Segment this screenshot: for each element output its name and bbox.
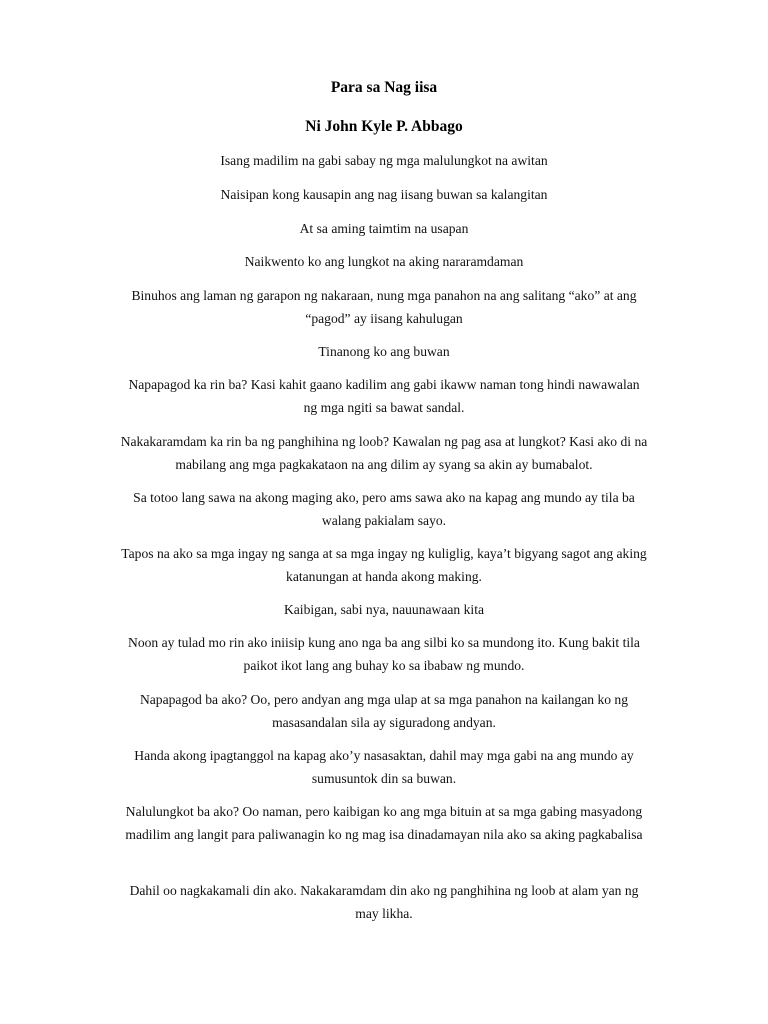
poem-author: Ni John Kyle P. Abbago bbox=[305, 118, 463, 135]
poem-title: Para sa Nag iisa bbox=[330, 79, 438, 96]
stanza-8: Nakakaramdam ka rin ba ng panghihina ng loob? Kawalan ng pag asa at lungkot? Kasi ako di na mabilang ang mga pagkakataon na ang dilim ay syang sa akin ay bumabalot. bbox=[120, 434, 648, 472]
stanza-7: Napapagod ka rin ba? Kasi kahit gaano kadilim ang gabi ikaww naman tong hindi nawawalan ng mga ngiti sa bawat sandal. bbox=[128, 377, 640, 415]
stanza-10: Tapos na ako sa mga ingay ng sanga at sa mga ingay ng kuliglig, kaya’t bigyang sagot ang aking katanungan at handa akong making. bbox=[121, 546, 647, 584]
stanza-5: Binuhos ang laman ng garapon ng nakaraan, nung mga panahon na ang salitang “ako” at ang “pagod” ay iisang kahulugan bbox=[131, 288, 637, 326]
stanza-2: Naisipan kong kausapin ang nag iisang buwan sa kalangitan bbox=[220, 187, 548, 202]
stanza-1: Isang madilim na gabi sabay ng mga malulungkot na awitan bbox=[220, 153, 548, 168]
stanza-9: Sa totoo lang sawa na akong maging ako, pero ams sawa ako na kapag ang mundo ay tila ba walang pakialam sayo. bbox=[133, 490, 635, 528]
stanza-16: Dahil oo nagkakamali din ako. Nakakaramdam din ako ng panghihina ng loob at alam yan ng may likha. bbox=[129, 883, 639, 921]
stanza-12: Noon ay tulad mo rin ako iniisip kung ano nga ba ang silbi ko sa mundong ito. Kung bakit tila paikot ikot lang ang buhay ko sa ibabaw ng mundo. bbox=[128, 635, 640, 673]
stanza-15: Nalulungkot ba ako? Oo naman, pero kaibigan ko ang mga bituin at sa mga gabing masyadong madilim ang langit para paliwanagin ko ng mag isa dinadamayan nila ako sa aking pagkabalisa bbox=[125, 804, 643, 842]
stanza-3: At sa aming taimtim na usapan bbox=[299, 221, 469, 236]
stanza-6: Tinanong ko ang buwan bbox=[318, 344, 450, 359]
stanza-13: Napapagod ba ako? Oo, pero andyan ang mga ulap at sa mga panahon na kailangan ko ng masasandalan sila ay siguradong andyan. bbox=[139, 692, 629, 730]
stanza-14: Handa akong ipagtanggol na kapag ako’y nasasaktan, dahil may mga gabi na ang mundo ay sumusuntok din sa buwan. bbox=[134, 748, 634, 786]
stanza-4: Naikwento ko ang lungkot na aking nararamdaman bbox=[244, 254, 524, 269]
stanza-11: Kaibigan, sabi nya, nauunawaan kita bbox=[283, 602, 485, 617]
